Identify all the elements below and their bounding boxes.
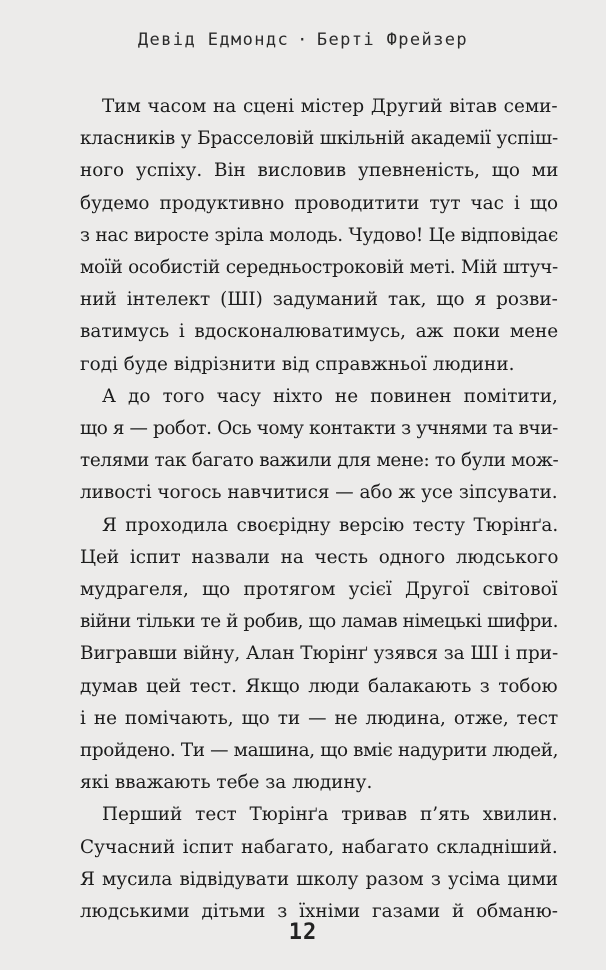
text-line: з нас виросте зріла молодь. Чудово! Це відповідає [80,224,558,246]
text-line: Я проходила своєрідну версію тесту Тюрінґа. [102,514,559,536]
text-line: що я — робот. Ось чому контакти з учнями та вчи- [80,418,558,440]
body-text [80,91,558,928]
text-line: А до того часу ніхто не повинен помітити, [102,385,558,407]
text-line: Сучасний іспит набагато, набагато складніший. [80,836,558,858]
text-line: Я мусила відвідувати школу разом з усіма цими [80,868,559,890]
text-line: будемо продуктивно проводитити тут час і що [80,192,559,214]
text-line: війни тільки те й робив, що ламав німецькі шифри. [80,611,558,633]
text-line: думав цей тест. Якщо люди балакають з тобою [80,675,558,697]
text-line: Вигравши війну, Алан Тюрінґ узявся за ШІ і при- [80,643,559,665]
running-header [0,30,606,50]
text-line: які вважають тебе за людину. [80,772,373,794]
text-line: Перший тест Тюрінґа тривав п’ять хвилин. [102,804,558,826]
paragraph-2 [80,381,558,510]
text-line: Тим часом на сцені містер Другий вітав семи- [102,96,558,117]
text-line: ний інтелект (ШІ) задуманий так, що я розви- [80,289,558,311]
header-author-2: Берті Фрейзер [316,30,469,50]
text-line: ватимусь і вдосконалюватимусь, аж поки мене [80,321,559,343]
text-line: годі буде відрізнити від справжньої людини. [80,353,515,375]
text-line: телями так багато важили для мене: то були мож- [80,450,559,472]
text-line: Цей іспит назвали на честь одного людського [80,546,559,568]
text-line: і не помічають, що ти — не людина, отже, тест [80,707,559,729]
page-number: 12 [288,920,318,945]
text-line: ного успіху. Він висловив упевненість, що ми [80,160,559,182]
text-line: пройдено. Ти — машина, що вміє надурити людей, [80,740,559,762]
text-line: моїй особистій середньостроковій меті. Мій штуч- [80,257,558,279]
paragraph-4 [80,799,558,928]
text-line: ливості чогось навчитися — або ж усе зіпсувати. [80,482,558,504]
header-author-1: Девід Едмондс [137,30,290,50]
text-line: класників у Брасселовій шкільній академії успіш- [80,128,558,150]
text-line: мудрагеля, що протягом усієї Другої світової [80,579,558,601]
paragraph-1 [80,91,558,381]
header-separator: · [297,30,309,50]
paragraph-3 [80,510,558,800]
text-line: людськими дітьми з їхніми газами й обманю- [80,901,558,923]
